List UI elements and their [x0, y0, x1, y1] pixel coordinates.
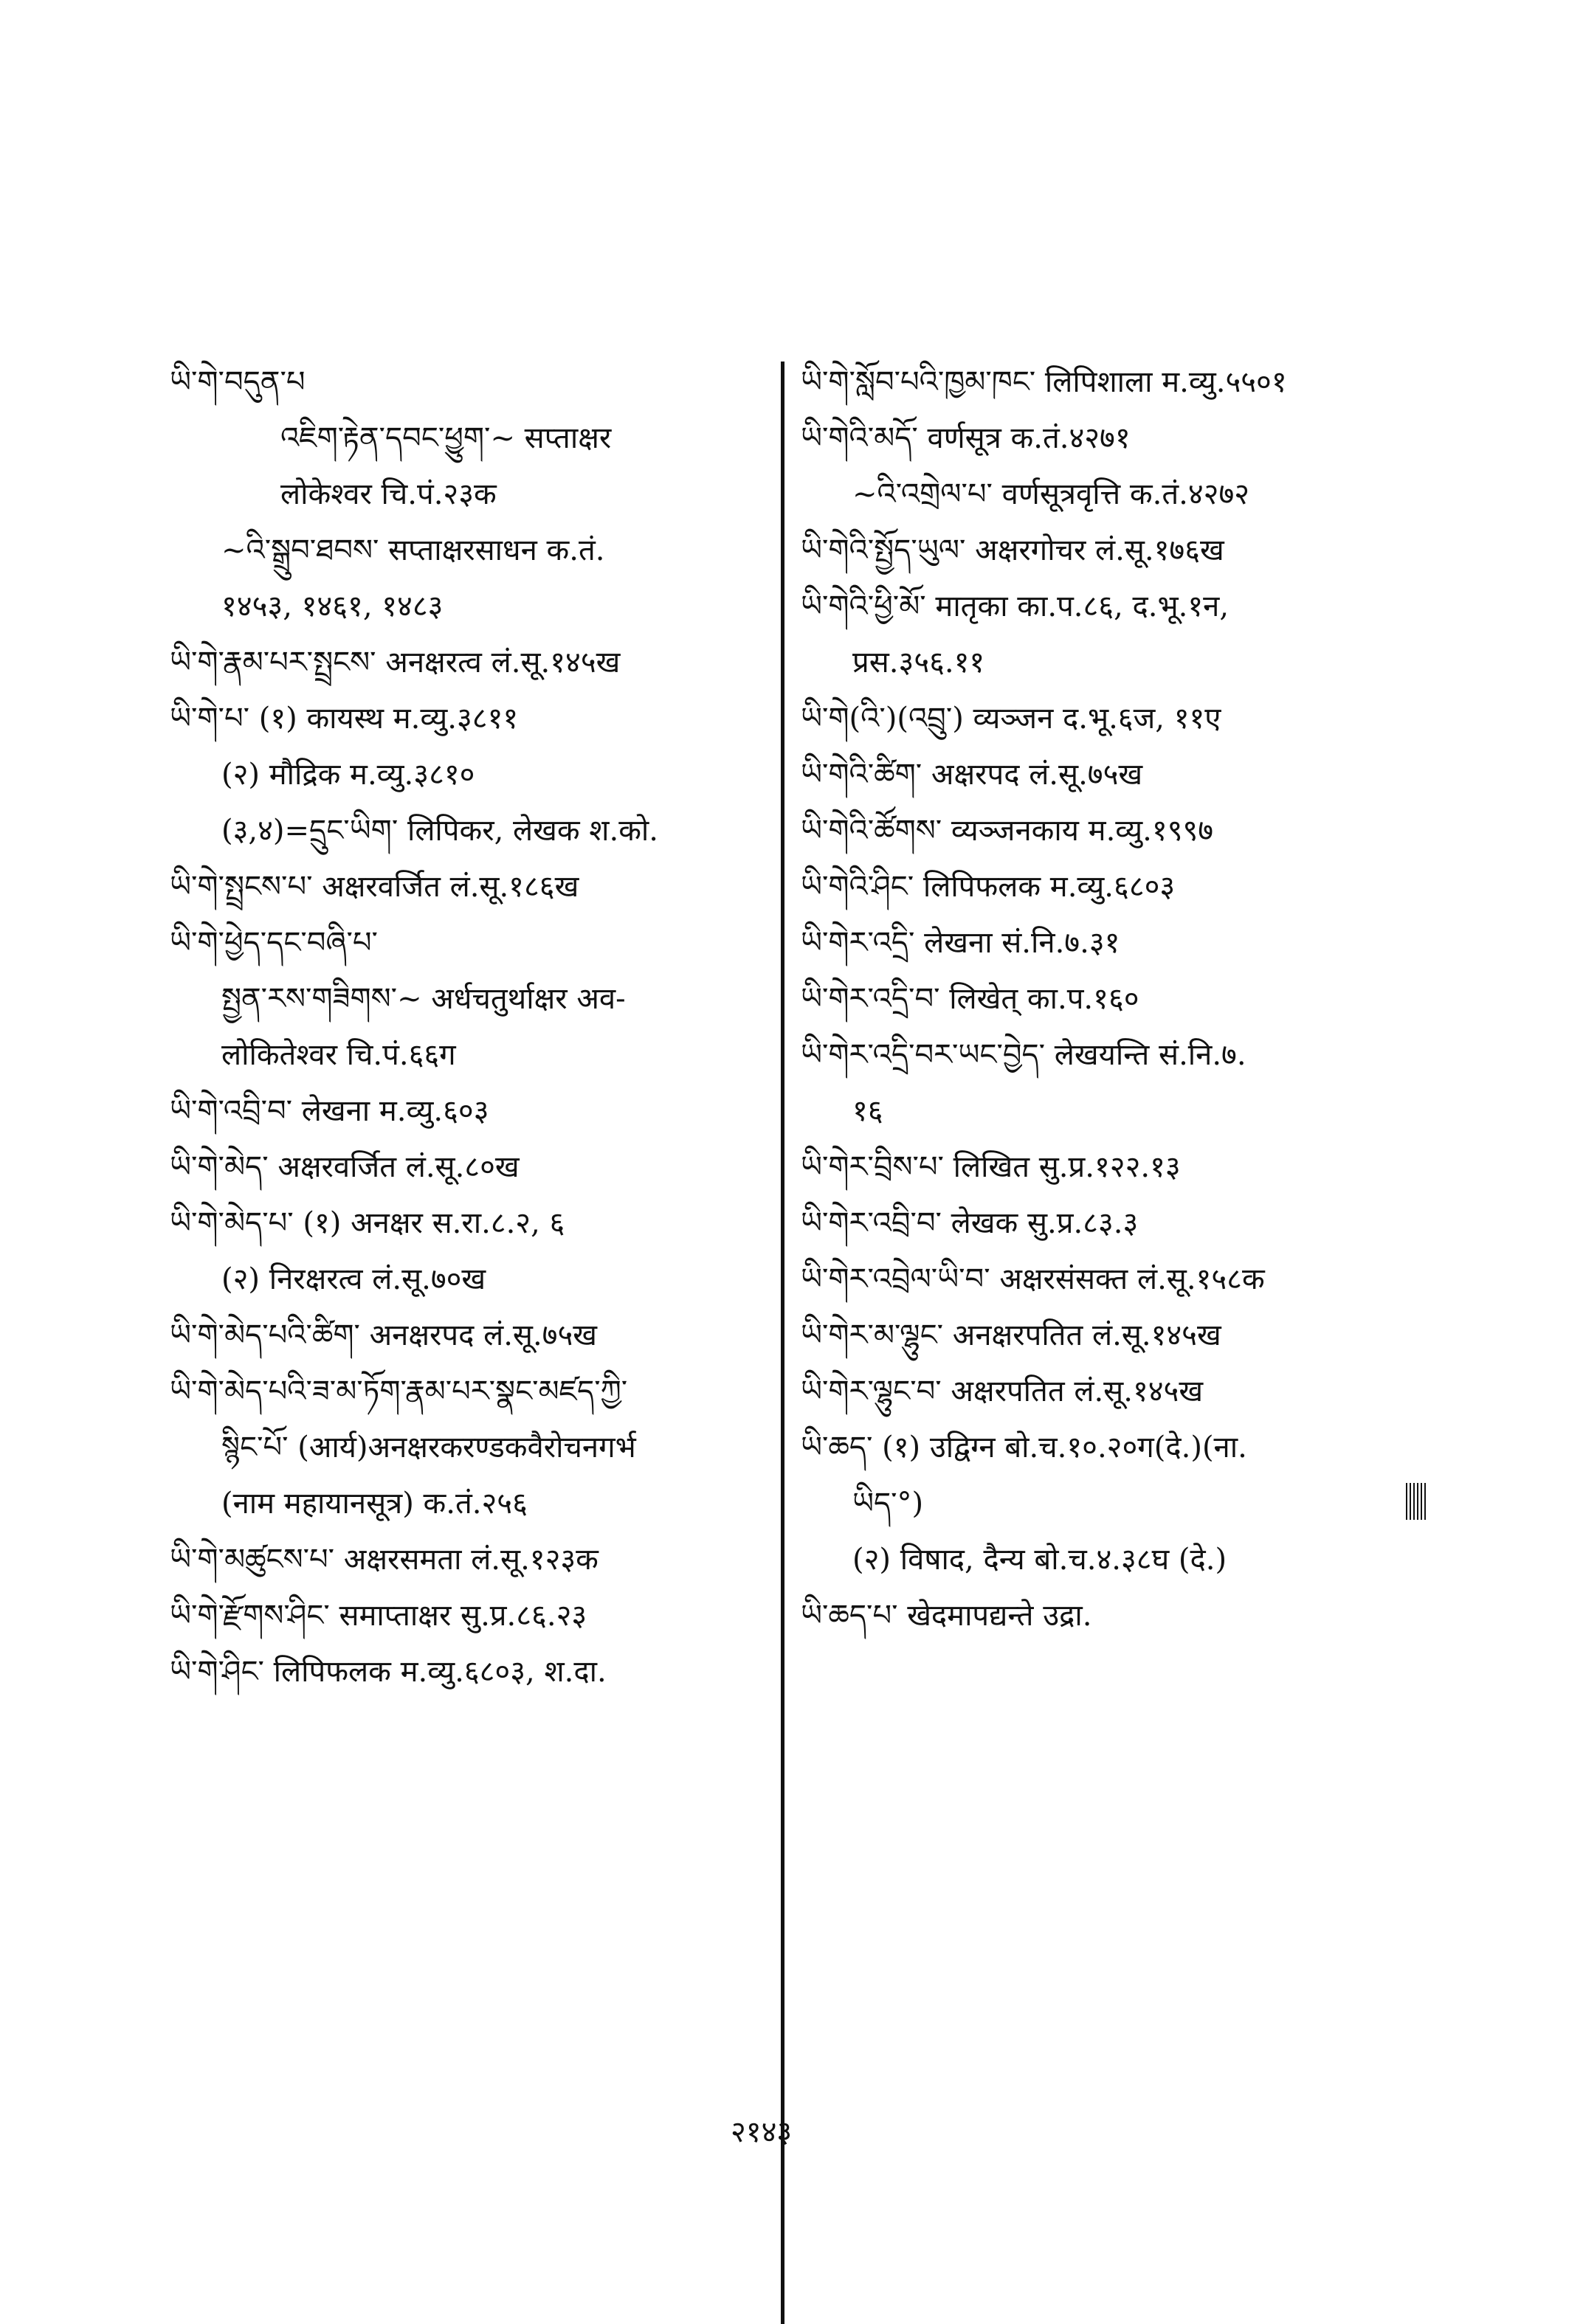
- entry-line: འཇིག་རྟེན་དབང་ཕྱུག་~ सप्ताक्षर: [280, 421, 612, 455]
- entry-line: (२) निरक्षरत्व लं.सू.७०ख: [221, 1262, 486, 1296]
- entry-line: ཡི་གེ་རྣམ་པར་སྤྲངས་ अनक्षरत्व लं.सू.१४५ख: [170, 646, 621, 679]
- entry-line: ཡི་གེའི་ཕྱི་མོ་ मातृका का.प.८६, द.भू.१न,: [801, 589, 1230, 623]
- entry-line: ཡི་གེར་འདྲི་ लेखना सं.नि.७.३१: [801, 926, 1120, 960]
- entry-line: (२) विषाद, दैन्य बो.च.४.३८घ (दे.): [852, 1543, 1227, 1577]
- entry-line: ཡི་གེ་བདུན་པ: [170, 365, 306, 399]
- entry-line: ཡི་གེར་མ་ལྷུང་ अनक्षरपतित लं.सू.१४५ख: [801, 1318, 1221, 1352]
- entry-line: ཡི་གེ་མེད་པའི་ཚིག་ अनक्षरपद लं.सू.७५ख: [170, 1318, 597, 1352]
- entry-line: སྤྱན་རས་གཟིགས་~ अर्धचतुर्थाक्षर अव-: [221, 982, 626, 1016]
- entry-line: ཡི་ཆད་པ་ खेदमापद्यन्ते उद्रा.: [801, 1599, 1092, 1633]
- entry-line: ~འི་སྒྲུབ་ཐབས་ सप्ताक्षरसाधन क.तं.: [221, 533, 605, 567]
- entry-line: ཡི་གེ་སྤྲངས་པ་ अक्षरवर्जित लं.सू.१८६ख: [170, 870, 579, 904]
- entry-line: ཡི་གེའི་སྤྱོད་ཡུལ་ अक्षरगोचर लं.सू.१७६ख: [801, 533, 1224, 567]
- entry-line: लोकेश्वर चि.पं.२३क: [280, 477, 497, 511]
- entry-line: ཡིད་°): [852, 1487, 924, 1521]
- entry-line: लोकितेश्वर चि.पं.६६ग: [221, 1038, 456, 1072]
- entry-line: (२) मौद्रिक म.व्यु.३८१०: [221, 758, 475, 792]
- entry-line: ཡི་གེར་འདྲི་བ་ लिखेत् का.प.१६०: [801, 982, 1139, 1016]
- entry-line: ཡི་གེ་མཚུངས་པ་ अक्षरसमता लं.सू.१२३क: [170, 1543, 599, 1577]
- entry-line: ཡི་གེ་སློབ་པའི་ཁྱམ་ཁང་ लिपिशाला म.व्यु.५५०१: [801, 365, 1287, 399]
- margin-mark: [1406, 1483, 1427, 1520]
- entry-line: ཡི་གེ་འབྲི་བ་ लेखना म.व्यु.६०३: [170, 1094, 489, 1128]
- page-number: २१४३: [731, 2115, 793, 2149]
- entry-line: ཡི་གེར་འབྲེལ་ཡི་བ་ अक्षरसंसक्त लं.सू.१५८क: [801, 1262, 1265, 1296]
- entry-line: (नाम महायानसूत्र) क.तं.२५६: [221, 1487, 528, 1521]
- entry-line: ཡི་གེའི་ཚིག་ अक्षरपद लं.सू.७५ख: [801, 758, 1143, 792]
- entry-line: ཡི་གེ་མེད་པ་ (१) अनक्षर स.रा.८.२, ६: [170, 1206, 565, 1240]
- entry-line: ཡི་གེར་བྲིས་པ་ लिखित सु.प्र.१२२.१३: [801, 1150, 1181, 1184]
- entry-line: ཡི་གེར་འདྲི་བར་ཡང་བྱེད་ लेखयन्ति सं.नि.७.: [801, 1038, 1246, 1072]
- entry-line: ཡི་གེའི་མདོ་ वर्णसूत्र क.तं.४२७१: [801, 421, 1131, 455]
- left-column: [170, 354, 760, 1700]
- entry-line: ཡི་གེ་མེད་ अक्षरवर्जित लं.सू.८०ख: [170, 1150, 520, 1184]
- entry-line: ཡི་གེར་འབྲི་བ་ लेखक सु.प्र.८३.३: [801, 1206, 1139, 1240]
- entry-line: ཡི་ཆད་ (१) उद्विग्न बो.च.१०.२०ग(दे.)(ना.: [801, 1431, 1247, 1464]
- entry-line: ཡི་གེ་པ་ (१) कायस्थ म.व्यु.३८११: [170, 702, 519, 736]
- entry-line: ཡི་གེ་རྫོགས་ཤིང་ समाप्ताक्षर सु.प्र.८६.२३: [170, 1599, 587, 1633]
- entry-line: १४५३, १४६१, १४८३: [221, 589, 444, 623]
- column-divider: [781, 362, 784, 2324]
- entry-line: ཡི་གེར་ལྷུང་བ་ अक्षरपतित लं.सू.१४५ख: [801, 1374, 1204, 1408]
- entry-line: ཡི་གེ(འི་)(འབྲུ་) व्यञ्जन द.भू.६ज, ११ए: [801, 702, 1221, 736]
- entry-line: ~འི་འགྲེལ་པ་ वर्णसूत्रवृत्ति क.तं.४२७२: [852, 477, 1250, 511]
- entry-line: ཡི་གེ་ཤིང་ लिपिफलक म.व्यु.६८०३, श.दा.: [170, 1655, 607, 1689]
- entry-line: ཡི་གེ་མེད་པའི་ཟ་མ་ཏོག་རྣམ་པར་སྣང་མཛད་ཀྱི་: [170, 1374, 628, 1408]
- entry-line: སྙིང་པོ་ (आर्य)अनक्षरकरण्डकवैरोचनगर्भ: [221, 1431, 636, 1464]
- entry-line: ཡི་གེ་ཕྱེད་དང་བཞི་པ་: [170, 926, 378, 960]
- entry-line: ཡི་གེའི་ཤིང་ लिपिफलक म.व्यु.६८०३: [801, 870, 1176, 904]
- entry-line: (३,४)=དྲུང་ཡིག་ लिपिकर, लेखक श.को.: [221, 814, 659, 848]
- entry-line: प्रस.३५६.११: [852, 646, 985, 679]
- entry-line: ཡི་གེའི་ཚོགས་ व्यञ्जनकाय म.व्यु.१९९७: [801, 814, 1214, 848]
- right-column: [801, 354, 1421, 1644]
- entry-line: १६: [852, 1094, 883, 1128]
